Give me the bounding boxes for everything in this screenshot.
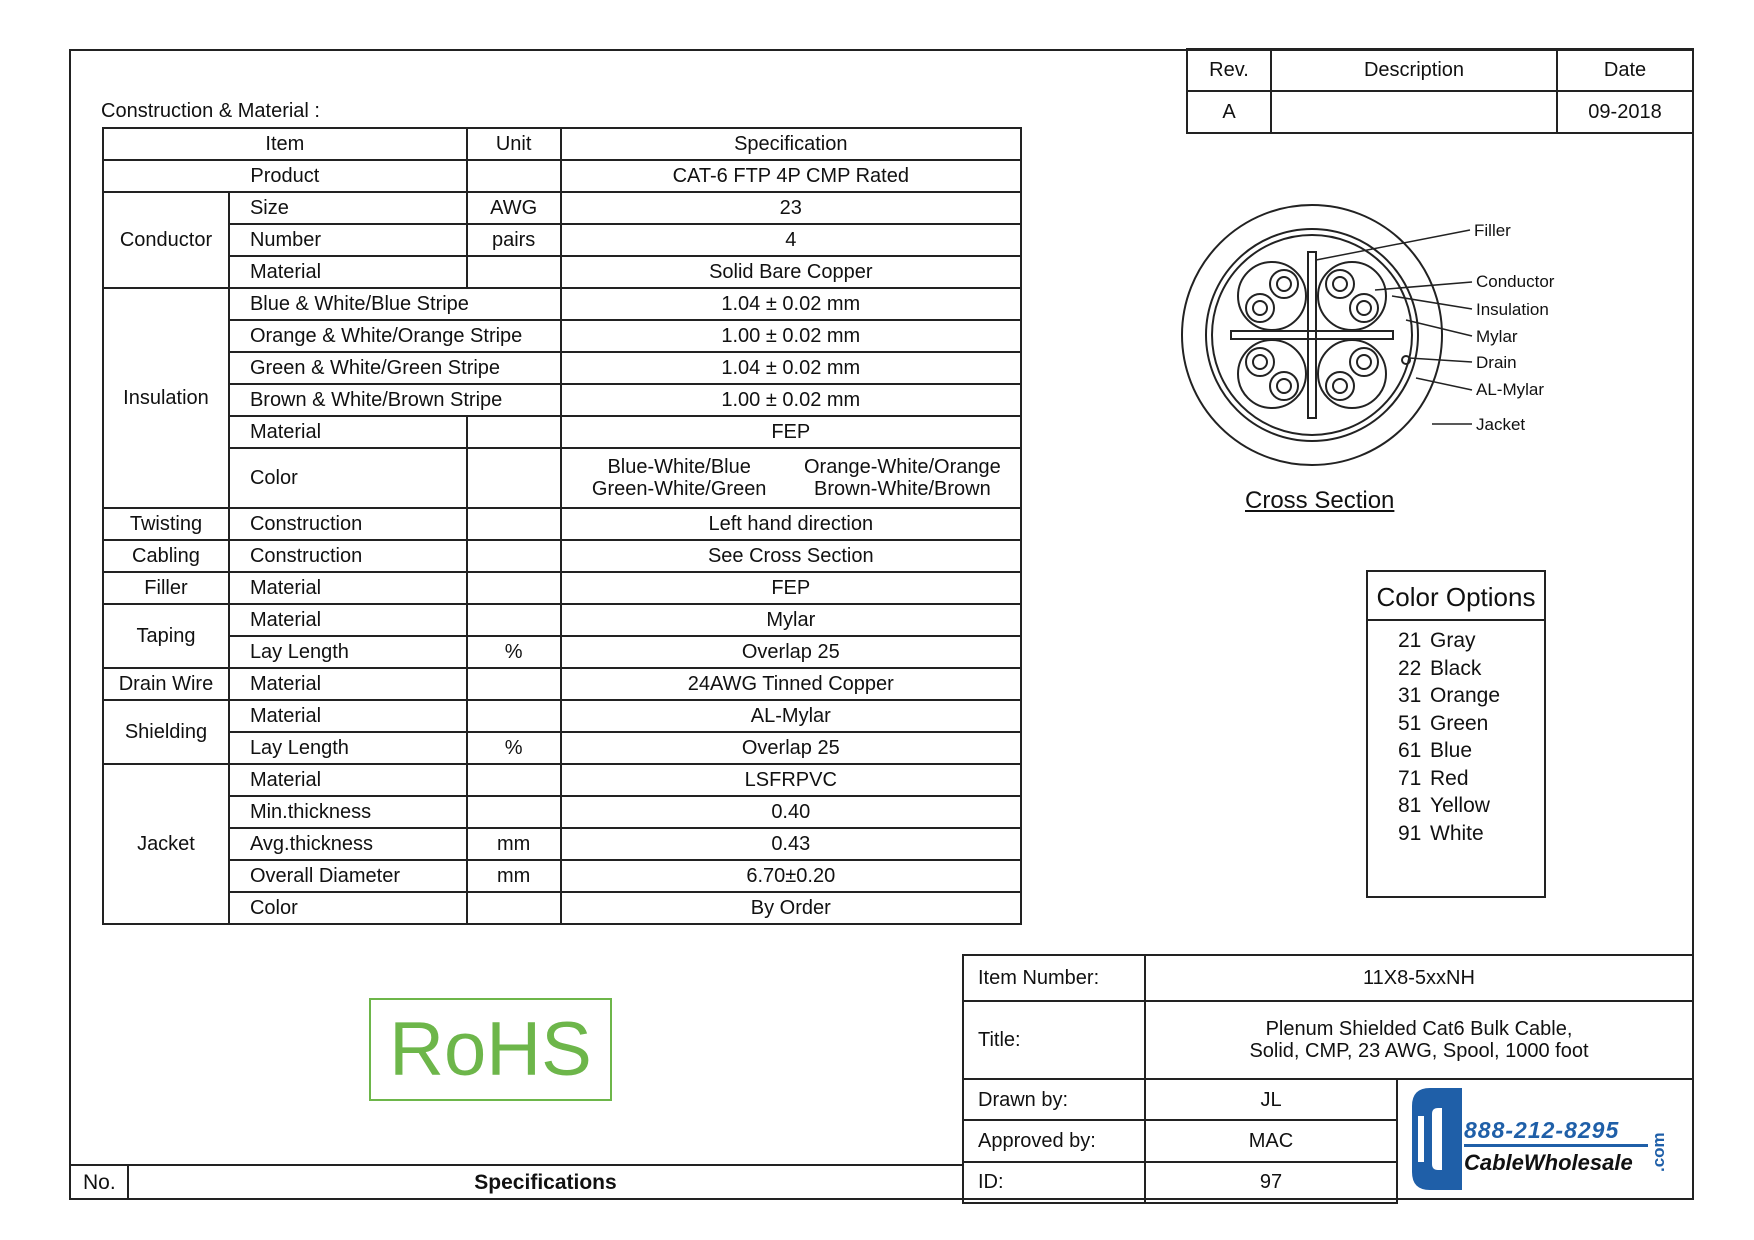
color-option-code: 61	[1398, 739, 1422, 762]
date-value: 09-2018	[1557, 91, 1693, 133]
spec-row	[103, 668, 1021, 700]
title-line-1: Plenum Shielded Cat6 Bulk Cable,	[1265, 1018, 1573, 1040]
spec-value: AL-Mylar	[561, 700, 1021, 732]
spec-unit	[467, 256, 561, 288]
spec-unit	[467, 572, 561, 604]
spec-row	[103, 796, 1021, 828]
cross-section-title: Cross Section	[1245, 487, 1395, 514]
label-conductor: Conductor	[1476, 272, 1555, 291]
spec-header-row	[103, 128, 1021, 160]
spec-sub-label: Construction	[229, 508, 467, 540]
revision-header-row	[1187, 49, 1693, 91]
spec-sub-label: Min.thickness	[229, 796, 467, 828]
spec-unit	[467, 508, 561, 540]
color-option	[1368, 737, 1544, 765]
product-row	[103, 160, 1021, 192]
product-label: Product	[103, 160, 467, 192]
title-row	[963, 1001, 1693, 1079]
spec-row	[103, 764, 1021, 796]
pair-bottom-right	[1318, 340, 1386, 408]
spec-row	[103, 352, 1021, 384]
rev-header: Rev.	[1187, 49, 1271, 91]
description-header: Description	[1271, 49, 1557, 91]
pair-top-left	[1238, 262, 1306, 330]
color-option-name: Black	[1430, 656, 1482, 680]
label-mylar: Mylar	[1476, 327, 1518, 346]
spec-sub-label: Avg.thickness	[229, 828, 467, 860]
spec-sub-label: Number	[229, 224, 467, 256]
spec-row	[103, 416, 1021, 448]
color-options-box	[1366, 570, 1546, 898]
drawn-by-label: Drawn by:	[963, 1079, 1145, 1120]
spec-sub-label: Material	[229, 256, 467, 288]
color-option-code: 31	[1398, 684, 1422, 707]
color-option-code: 22	[1398, 656, 1422, 680]
spec-value: 0.40	[561, 796, 1021, 828]
spec-sub-label: Brown & White/Brown Stripe	[229, 384, 561, 416]
header-unit: Unit	[467, 128, 561, 160]
title-line-2: Solid, CMP, 23 AWG, Spool, 1000 foot	[1249, 1040, 1589, 1062]
spec-unit	[467, 700, 561, 732]
approved-by-value: MAC	[1145, 1120, 1397, 1161]
title-block	[962, 954, 1694, 1204]
spec-value: 1.04 ± 0.02 mm	[561, 288, 1021, 320]
spec-row	[103, 636, 1021, 668]
spec-sub-label: Material	[229, 764, 467, 796]
logo-cell	[1397, 1079, 1693, 1203]
spec-unit: mm	[467, 860, 561, 892]
spec-sub-label: Material	[229, 572, 467, 604]
item-number-value: 11X8-5xxNH	[1145, 955, 1693, 1001]
spec-group-label: Taping	[103, 604, 229, 668]
spec-table	[102, 127, 1022, 925]
spec-value: FEP	[561, 572, 1021, 604]
color-option	[1368, 655, 1544, 683]
revision-table	[1186, 48, 1694, 134]
spec-sub-label: Overall Diameter	[229, 860, 467, 892]
spec-sub-label: Green & White/Green Stripe	[229, 352, 561, 384]
color-option-code: 91	[1398, 821, 1422, 845]
spec-group-label: Cabling	[103, 540, 229, 572]
cablewholesale-logo	[1398, 1080, 1688, 1198]
spec-row	[103, 256, 1021, 288]
spec-sub-label: Material	[229, 668, 467, 700]
label-filler: Filler	[1474, 221, 1511, 240]
cross-section-diagram	[1170, 200, 1590, 480]
footer-no: No.	[69, 1166, 129, 1200]
id-label: ID:	[963, 1162, 1145, 1203]
spec-sub-label: Blue & White/Blue Stripe	[229, 288, 561, 320]
color-option-name: Blue	[1430, 739, 1473, 762]
spec-row	[103, 860, 1021, 892]
jacket-ring	[1182, 205, 1442, 465]
label-drain: Drain	[1476, 353, 1517, 372]
item-number-label: Item Number:	[963, 955, 1145, 1001]
spec-value: 0.43	[561, 828, 1021, 860]
spec-row	[103, 288, 1021, 320]
insulation-color-entry: Blue-White/Blue	[607, 456, 751, 478]
spec-value: 6.70±0.20	[561, 860, 1021, 892]
color-option-code: 51	[1398, 711, 1422, 735]
spec-sub-label: Color	[229, 892, 467, 924]
spec-value: See Cross Section	[561, 540, 1021, 572]
spec-row	[103, 572, 1021, 604]
spec-unit	[467, 448, 561, 508]
color-options-title: Color Options	[1368, 572, 1544, 621]
rohs-mark: RoHS	[369, 998, 612, 1101]
spec-value: FEP	[561, 416, 1021, 448]
product-value: CAT-6 FTP 4P CMP Rated	[561, 160, 1021, 192]
spec-unit: %	[467, 636, 561, 668]
color-option-name: Yellow	[1430, 794, 1490, 817]
spec-sub-label: Lay Length	[229, 732, 467, 764]
spec-row	[103, 448, 1021, 508]
spec-group-label: Filler	[103, 572, 229, 604]
spec-unit	[467, 668, 561, 700]
color-option-code: 71	[1398, 766, 1422, 790]
color-option-name: Red	[1430, 766, 1469, 790]
filler-horizontal	[1231, 331, 1393, 339]
spec-sub-label: Construction	[229, 540, 467, 572]
product-unit	[467, 160, 561, 192]
spec-group-label: Jacket	[103, 764, 229, 924]
spec-sub-label: Size	[229, 192, 467, 224]
spec-value: 1.00 ± 0.02 mm	[561, 320, 1021, 352]
spec-value: 24AWG Tinned Copper	[561, 668, 1021, 700]
title-value	[1145, 1001, 1693, 1079]
logo-name: CableWholesale	[1464, 1150, 1633, 1175]
color-option	[1368, 792, 1544, 820]
spec-unit	[467, 764, 561, 796]
mylar-ring	[1212, 235, 1412, 435]
date-header: Date	[1557, 49, 1693, 91]
approved-by-label: Approved by:	[963, 1120, 1145, 1161]
spec-value: Mylar	[561, 604, 1021, 636]
insulation-color-entry: Green-White/Green	[591, 478, 767, 500]
spec-value: Overlap 25	[561, 636, 1021, 668]
revision-row	[1187, 91, 1693, 133]
spec-row	[103, 192, 1021, 224]
drawn-by-row	[963, 1079, 1693, 1120]
spec-sub-label: Lay Length	[229, 636, 467, 668]
spec-value: LSFRPVC	[561, 764, 1021, 796]
spec-unit: %	[467, 732, 561, 764]
spec-group-label: Insulation	[103, 288, 229, 508]
spec-row	[103, 384, 1021, 416]
spec-value: 1.04 ± 0.02 mm	[561, 352, 1021, 384]
insulation-color-entry: Brown-White/Brown	[814, 478, 991, 500]
filler-vertical	[1308, 252, 1316, 418]
spec-unit	[467, 416, 561, 448]
insulation-color-entry: Orange-White/Orange	[804, 456, 1001, 478]
spec-sub-label: Material	[229, 700, 467, 732]
color-option-name: Gray	[1430, 629, 1476, 652]
color-option-name: Green	[1430, 711, 1489, 735]
header-spec: Specification	[561, 128, 1021, 160]
spec-group-label: Twisting	[103, 508, 229, 540]
color-option	[1368, 765, 1544, 793]
spec-row	[103, 700, 1021, 732]
item-number-row	[963, 955, 1693, 1001]
spec-value	[561, 448, 1021, 508]
title-label: Title:	[963, 1001, 1145, 1079]
spec-sub-label: Material	[229, 416, 467, 448]
spec-sub-label: Orange & White/Orange Stripe	[229, 320, 561, 352]
color-option-name: White	[1430, 821, 1484, 845]
rev-value: A	[1187, 91, 1271, 133]
color-option	[1368, 710, 1544, 738]
spec-row	[103, 828, 1021, 860]
color-option-code: 81	[1398, 794, 1422, 817]
spec-row	[103, 224, 1021, 256]
spec-unit: mm	[467, 828, 561, 860]
spec-unit	[467, 540, 561, 572]
spec-group-label: Conductor	[103, 192, 229, 288]
color-option	[1368, 627, 1544, 655]
spec-unit: pairs	[467, 224, 561, 256]
id-value: 97	[1145, 1162, 1397, 1203]
spec-value: Left hand direction	[561, 508, 1021, 540]
al-mylar-ring	[1206, 229, 1418, 441]
spec-row	[103, 732, 1021, 764]
spec-value: 1.00 ± 0.02 mm	[561, 384, 1021, 416]
pair-bottom-left	[1238, 340, 1306, 408]
spec-unit: AWG	[467, 192, 561, 224]
spec-value: By Order	[561, 892, 1021, 924]
spec-value: Solid Bare Copper	[561, 256, 1021, 288]
spec-sub-label: Material	[229, 604, 467, 636]
spec-row	[103, 540, 1021, 572]
spec-row	[103, 320, 1021, 352]
logo-suffix: .com	[1649, 1132, 1668, 1172]
section-title: Construction & Material :	[101, 100, 320, 122]
spec-row	[103, 892, 1021, 924]
color-option	[1368, 682, 1544, 710]
spec-value: 23	[561, 192, 1021, 224]
drawn-by-value: JL	[1145, 1079, 1397, 1120]
spec-group-label: Shielding	[103, 700, 229, 764]
color-option-code: 21	[1398, 629, 1422, 652]
spec-sub-label: Color	[229, 448, 467, 508]
color-options-list	[1368, 627, 1544, 847]
pair-top-right	[1318, 262, 1386, 330]
spec-value: 4	[561, 224, 1021, 256]
spec-unit	[467, 604, 561, 636]
spec-unit	[467, 892, 561, 924]
header-item: Item	[103, 128, 467, 160]
spec-group-label: Drain Wire	[103, 668, 229, 700]
spec-row	[103, 508, 1021, 540]
label-insulation: Insulation	[1476, 300, 1549, 319]
color-option-name: Orange	[1430, 684, 1501, 707]
label-jacket: Jacket	[1476, 415, 1526, 434]
spec-unit	[467, 796, 561, 828]
spec-row	[103, 604, 1021, 636]
spec-value: Overlap 25	[561, 732, 1021, 764]
color-option	[1368, 820, 1544, 848]
footer-specifications: Specifications	[474, 1171, 617, 1194]
footer-row	[69, 1164, 962, 1200]
description-value	[1271, 91, 1557, 133]
label-al-mylar: AL-Mylar	[1476, 380, 1545, 399]
logo-phone: 888-212-8295	[1464, 1117, 1620, 1143]
